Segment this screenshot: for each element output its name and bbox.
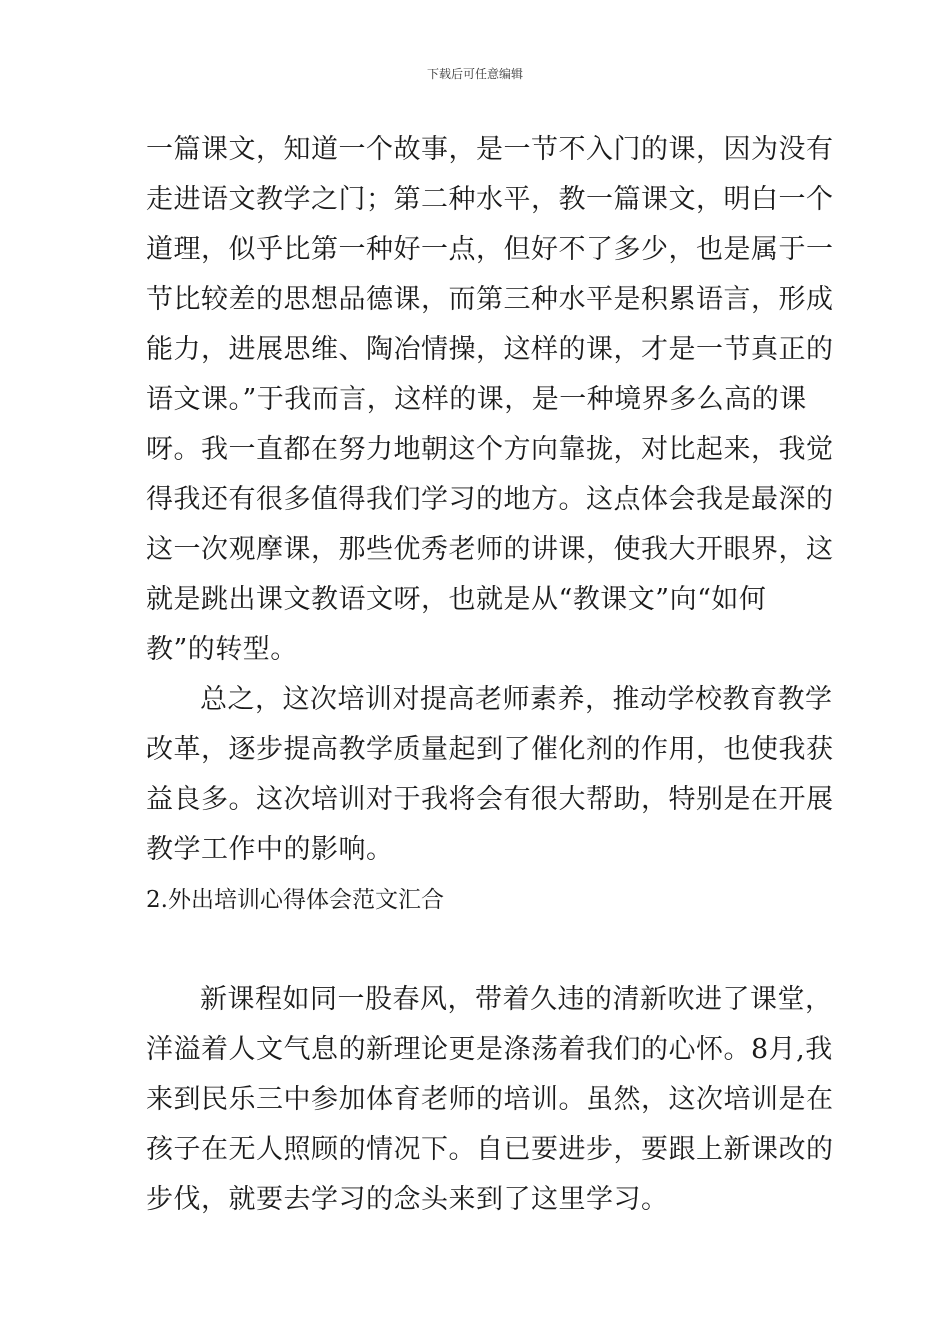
page-header: 下载后可任意编辑 (426, 67, 523, 81)
body-line: 得我还有很多值得我们学习的地方。这点体会我是最深的 (146, 484, 834, 515)
body-line: 一篇课文，知道一个故事，是一节不入门的课，因为没有 (146, 134, 834, 165)
body-line: 孩子在无人照顾的情况下。自已要进步，要跟上新课改的 (146, 1134, 834, 1165)
body-line: 益良多。这次培训对于我将会有很大帮助，特别是在开展 (146, 784, 834, 815)
body-line: 走进语文教学之门；第二种水平，教一篇课文，明白一个 (146, 184, 834, 215)
body-line: 来到民乐三中参加体育老师的培训。虽然，这次培训是在 (146, 1084, 834, 1115)
body-line: 道理，似乎比第一种好一点，但好不了多少，也是属于一 (146, 234, 834, 265)
body-line: 这一次观摩课，那些优秀老师的讲课，使我大开眼界，这 (146, 534, 834, 565)
paragraph-first-line: 新课程如同一股春风，带着久违的清新吹进了课堂， (200, 984, 833, 1015)
paragraph-first-line: 总之，这次培训对提高老师素养，推动学校教育教学 (200, 684, 833, 715)
body-line: 语文课。”于我而言，这样的课，是一种境界多么高的课 (146, 384, 807, 415)
body-line: 节比较差的思想品德课，而第三种水平是积累语言，形成 (146, 284, 834, 315)
body-line: 步伐，就要去学习的念头来到了这里学习。 (146, 1184, 669, 1215)
body-line: 教学工作中的影响。 (146, 834, 394, 865)
body-line: 呀。我一直都在努力地朝这个方向靠拢，对比起来，我觉 (146, 434, 834, 465)
body-line: 能力，进展思维、陶冶情操，这样的课，才是一节真正的 (146, 334, 834, 365)
body-line: 就是跳出课文教语文呀，也就是从“教课文”向“如何 (146, 584, 767, 615)
body-line: 教”的转型。 (146, 634, 298, 665)
section-heading: 2.外出培训心得体会范文汇合 (146, 887, 444, 913)
body-line: 洋溢着人文气息的新理论更是涤荡着我们的心怀。8月,我 (146, 1034, 833, 1065)
body-line: 改革，逐步提高教学质量起到了催化剂的作用，也使我获 (146, 734, 834, 765)
